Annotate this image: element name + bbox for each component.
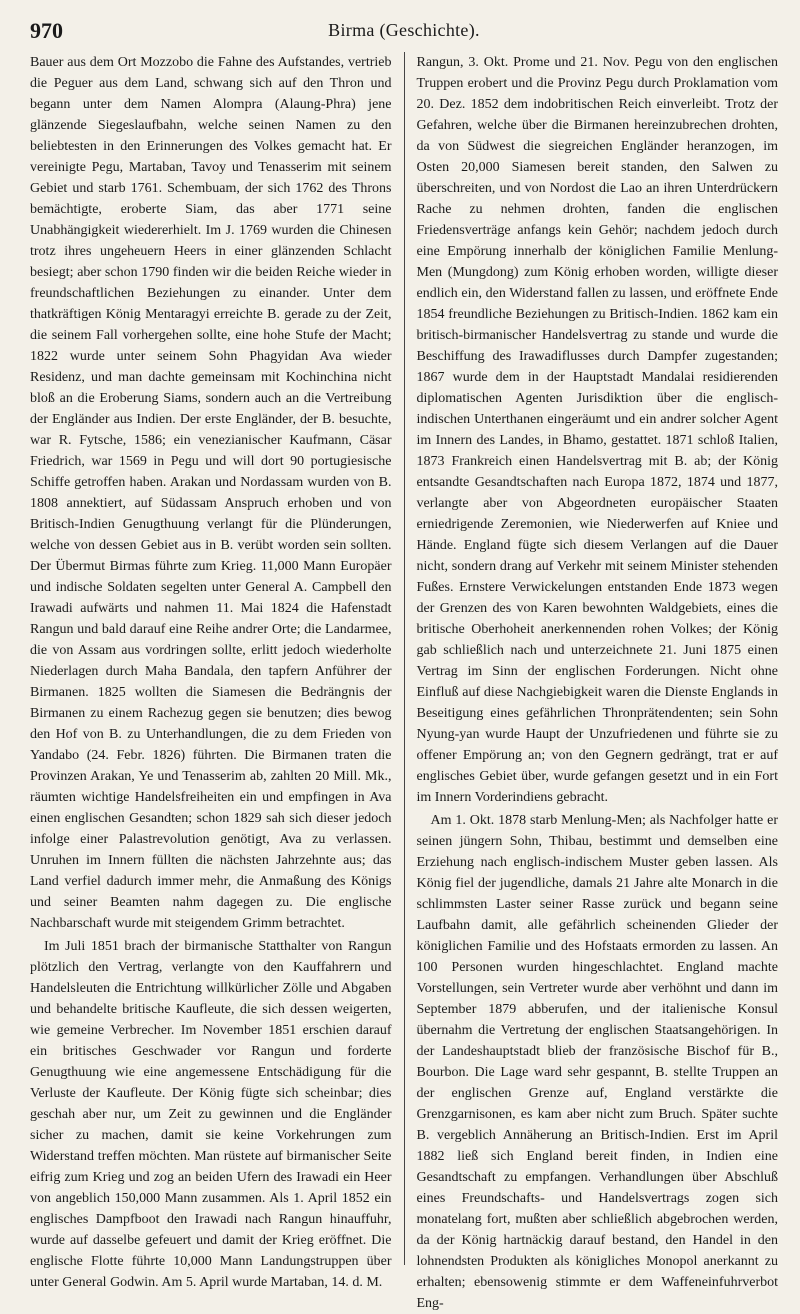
paragraph: Am 1. Okt. 1878 starb Menlung-Men; als Nachfolger hatte er seinen jüngern Sohn, Thibau, bestimmt und demselben eine Erziehung nach englisch-indischem Muster geben lassen. Als König fiel der jugendliche, damals 21 Jahre alte Monarch in die schlimmsten Laster seiner Rasse zurück und begann seine Laufbahn damit, alle gefährlich scheinenden Glieder der königlichen Familie und des Hofstaats ermorden zu lassen. An 100 Personen wurden hingeschlachtet. England machte Vorstellungen, sein Vertreter wurde aber verhöhnt und dann im September 1879 abberufen, und der italienische Konsul übernahm die Vertretung der englischen Staatsangehörigen. In der Landeshauptstadt blieb der französische Bischof für B., Bourbon. Die Lage ward sehr gespannt, B. stellte Truppen an der englischen Grenze auf, England verstärkte die Grenzgarnisonen, es kam aber nicht zum Bruch. Später suchte B. vergeblich Annäherung an Britisch-Indien. Erst im April 1882 ließ sich England bereit finden, in Indien eine Gesandtschaft zu empfangen. Verhandlungen über Abschluß eines Freundschafts- und Handelsvertrags zogen sich monatelang fort, mußten aber schließlich abgebrochen werden, da der König hartnäckig darauf bestand, den Handel in den lohnendsten Produkten als königliches Monopol anerkannt zu erhalten; ebensowenig stimmte er dem Waffeneinfuhrverbot Eng-	[416, 813, 778, 1311]
text-columns	[30, 52, 778, 1311]
paragraph: Rangun, 3. Okt. Prome und 21. Nov. Pegu von den englischen Truppen erobert und die Provinz Pegu durch Proklamation vom 20. Dez. 1852 dem indobritischen Reich einverleibt. Trotz der Gefahren, welche über die Birmanen hereinzubrechen drohten, da von Südwest die siegreichen Engländer heranzogen, im Osten 20,000 Siamesen bereit standen, den Salwen zu überschreiten, und von Nordost die Lao an ihren Unterdrückern Rache zu nehmen drohten, fanden die englischen Friedensverträge anfangs kein Gehör; nachdem jedoch durch eine Empörung innerhalb der königlichen Familie Menlung-Men (Mungdong) zum König erhoben worden, willigte dieser endlich ein, den Widerstand fallen zu lassen, und eröffnete Ende 1854 freundliche Beziehungen zu Britisch-Indien. 1862 kam ein britisch-birmanischer Handelsvertrag zu stande und wurde die Beschiffung des Irawadiflusses durch Dampfer zugestanden; 1867 wurde dem in der Hauptstadt Mandalai residierenden diplomatischen Agenten Jurisdiktion über die englisch-indischen Unterthanen eingeräumt und ein andrer solcher Agent im Innern des Landes, in Bhamo, gestattet. 1871 schloß Italien, 1873 Frankreich einen Handelsvertrag mit B. ab; der König entsandte Gesandtschaften nach Europa 1872, 1874 und 1877, verlangte aber von Abgeordneten europäischer Staaten erniedrigende Zeremonien, wie Niederwerfen auf Kniee und Hände. England fügte sich diesem Verlangen auf die Dauer nicht, sondern drang auf Verkehr mit seinem Minister stehenden Fußes. Ernstere Verwickelungen entstanden Ende 1873 wegen der Grenzen des von Karen bewohnten Waldgebiets, eines die britische Oberhoheit anerkennenden rohen Volkes; der König gab schließlich nach und unterzeichnete 21. Juni 1875 einen Vertrag im Sinn der englischen Forderungen. Nicht ohne Einfluß auf diese Nachgiebigkeit waren die Dienste Englands in Beseitigung eines gefährlichen Thronprätendenten; sein Sohn Nyung-yan wurde Haupt der Unzufriedenen und führte sie zu offener Empörung an; von den Gegnern gedrängt, trat er auf englisches Gebiet über, wurde gefangen gesetzt und in ein Fort im Innern Vorderindiens gebracht.	[416, 55, 778, 805]
page-header	[30, 14, 778, 48]
left-column	[30, 52, 404, 1290]
running-head: Birma (Geschichte).	[328, 20, 480, 40]
paragraph: Im Juli 1851 brach der birmanische Statthalter von Rangun plötzlich den Vertrag, verlangte von den Kauffahrern und Handelsleuten die Entrichtung willkürlicher Zölle und Abgaben und behandelte britische Kaufleute, die sich dessen weigerten, wie gemeine Verbrecher. Im November 1851 erschien darauf ein britisches Geschwader vor Rangun und forderte Genugthuung wie eine angemessene Entschädigung für die Verluste der Kaufleute. Der König fügte sich scheinbar; dies geschah aber nur, um Zeit zu gewinnen und die Engländer sicher zu machen, damit sie keine Vorkehrungen zum Widerstand treffen möchten. Man rüstete auf birmanischer Seite eifrig zum Krieg und zog an beiden Ufern des Irawadi ein Heer von angeblich 150,000 Mann zusammen. Als 1. April 1852 ein englisches Dampfboot den Irawadi nach Rangun hinauffuhr, wurde auf dasselbe gefeuert und damit der Krieg eröffnet. Die englische Flotte führte 10,000 Mann Landungstruppen über unter General Godwin. Am 5. April wurde Martaban, 14. d. M.	[30, 939, 392, 1290]
right-column	[405, 52, 779, 1311]
paragraph: Bauer aus dem Ort Mozzobo die Fahne des Aufstandes, vertrieb die Peguer aus dem Land, schwang sich auf den Thron und begann unter dem Namen Alompra (Alaung-Phra) jene glänzende Siegeslaufbahn, welche seinen Namen zu den beliebtesten in den Erinnerungen des Volkes gemacht hat. Er vereinigte Pegu, Martaban, Tavoy und Tenasserim mit seinem Gebiet und starb 1761. Schembuam, der sich 1762 des Throns bemächtigte, eroberte Siam, das aber 1771 seine Unabhängigkeit wiedererhielt. Im J. 1769 wurden die Chinesen trotz ihres ungeheuern Heers in einer glänzenden Schlacht besiegt; aber schon 1790 finden wir die beiden Reiche wieder in freundschaftlichen Beziehungen zu einander. Unter dem thatkräftigen König Mentaragyi erreichte B. gerade zu der Zeit, die seinem Fall vorhergehen sollte, eine hohe Stufe der Macht; 1822 wurde unter seinem Sohn Phagyidan Ava wieder Residenz, und man dachte gemeinsam mit Kochinchina nicht bloß an die Eroberung Siams, sondern auch an die Vertreibung der Engländer aus Indien. Der erste Engländer, der B. besuchte, war R. Fytsche, 1586; ein venezianischer Kaufmann, Cäsar Friedrich, war 1569 in Pegu und will dort 90 portugiesische Schiffe getroffen haben. Arakan und Nordassam wurden von B. 1808 annektiert, auf Südassam Anspruch erhoben und von Britisch-Indien Genugthuung verlangt für die Plünderungen, welche von dessen Gebiet aus in B. verübt worden sein sollten. Der Übermut Birmas führte zum Krieg. 11,000 Mann Europäer und indische Soldaten segelten unter General A. Campbell den Irawadi aufwärts und nahmen 11. Mai 1824 die Hafenstadt Rangun und bald darauf eine Reihe andrer Orte; die Landarmee, die von Assam aus vordringen sollte, erlitt jedoch wiederholte Niederlagen durch Maha Bandala, den tapfern Anführer der Birmanen. 1825 wollten die Siamesen die Bedrängnis der Birmanen zu einem Rachezug gegen sie benutzen; dies bewog den Hof von B. zu Unterhandlungen, die zu dem Frieden von Yandabo (24. Febr. 1826) führten. Die Birmanen traten die Provinzen Arakan, Ye und Tenasserim ab, zahlten 20 Mill. Mk., räumten wichtige Handelsfreiheiten ein und empfingen in Ava einen englischen Gesandten; schon 1829 sah sich dieser jedoch infolge einer Palastrevolution genötigt, Ava zu verlassen. Unruhen im Innern füllten die nächsten Jahrzehnte aus; das Land verfiel dadurch immer mehr, die Anmaßung des Königs und seiner Beamten nahm dagegen zu. Die englische Nachbarschaft wurde mit steigendem Grimm betrachtet.	[30, 55, 392, 931]
page-number: 970	[30, 18, 63, 43]
